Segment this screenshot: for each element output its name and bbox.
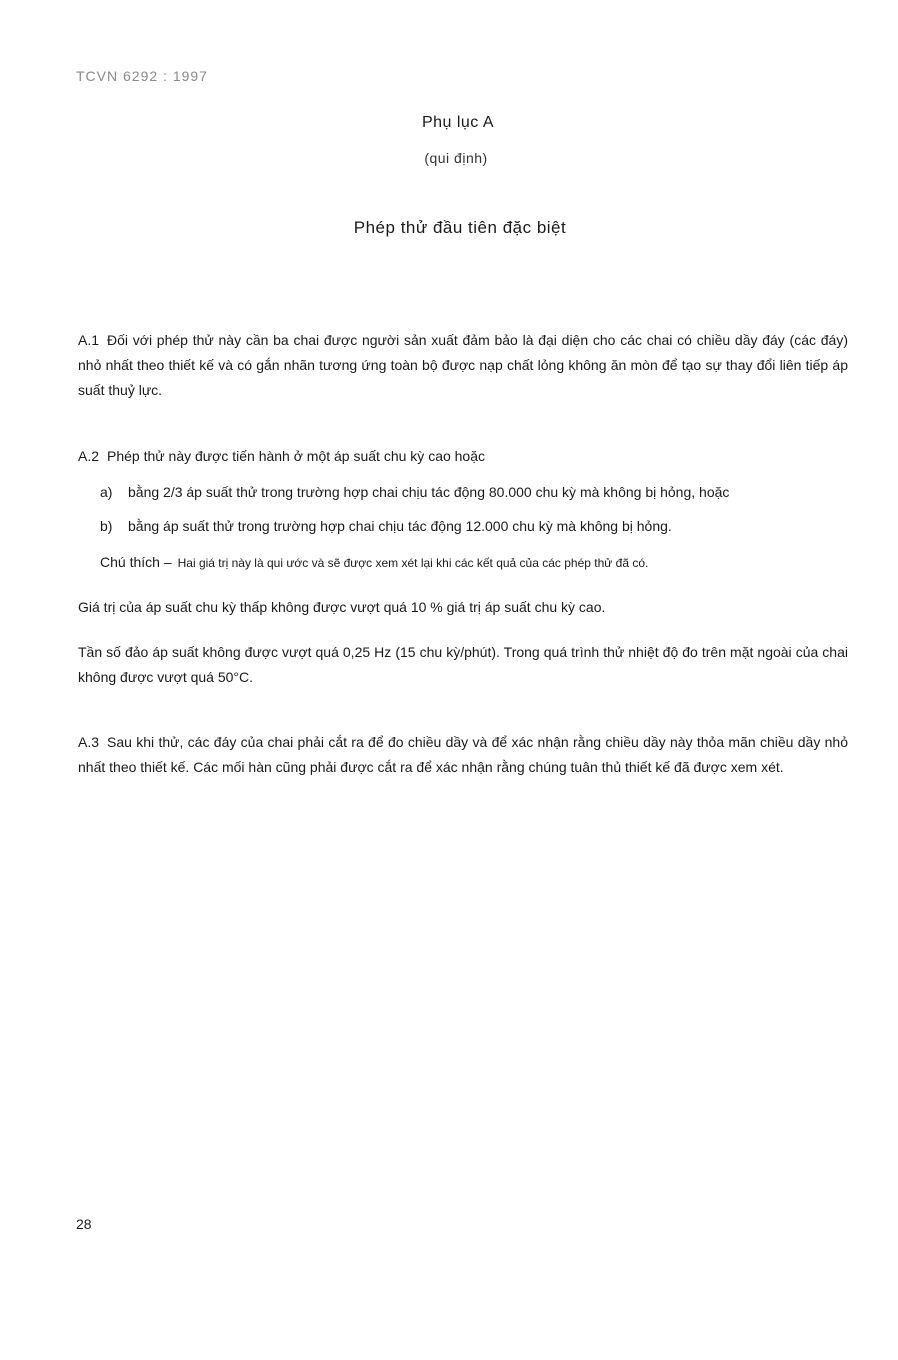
section-a1-text: Đối với phép thử này cần ba chai được người sản xuất đảm bảo là đại diện cho các chai có chiều dầy đáy (các đáy) nhỏ nhất theo thiết kế và có gắn nhãn tương ứng toàn bộ được nạp chất lỏng không ăn mòn để tạo sự thay đổi liên tiếp áp suất thuỷ lực.	[78, 332, 848, 398]
section-a1-number: A.1	[78, 332, 100, 348]
list-item-a-text: bằng 2/3 áp suất thử trong trường hợp chai chịu tác động 80.000 chu kỳ mà không bị hỏng, hoặc	[128, 484, 730, 500]
page-number: 28	[76, 1216, 92, 1232]
annex-type: (qui định)	[424, 150, 488, 166]
low-pressure-paragraph: Giá trị của áp suất chu kỳ thấp không được vượt quá 10 % giá trị áp suất chu kỳ cao.	[78, 599, 606, 615]
note-label: Chú thích –	[100, 554, 172, 570]
section-a1	[78, 328, 848, 403]
list-item-b-text: bằng áp suất thử trong trường hợp chai chịu tác động 12.000 chu kỳ mà không bị hỏng.	[128, 518, 672, 534]
note-text: Hai giá trị này là qui ước và sẽ được xem xét lại khi các kết quả của các phép thử đã có.	[177, 556, 649, 570]
standard-code: TCVN 6292 : 1997	[76, 68, 208, 84]
section-a3-text: Sau khi thử, các đáy của chai phải cắt ra để đo chiều dầy và để xác nhận rằng chiều dầy này thỏa mãn chiều dầy nhỏ nhất theo thiết kế. Các mối hàn cũng phải được cắt ra để xác nhận rằng chúng tuân thủ thiết kế đã được xem xét.	[78, 734, 848, 775]
list-item-b-label: b)	[100, 518, 113, 534]
section-a3	[78, 730, 848, 780]
section-a2-text: Phép thử này được tiến hành ở một áp suất chu kỳ cao hoặc	[107, 448, 486, 464]
frequency-paragraph: Tần số đảo áp suất không được vượt quá 0,25 Hz (15 chu kỳ/phút). Trong quá trình thử nhiệt độ đo trên mặt ngoài của chai không được vượt quá 50°C.	[78, 644, 848, 685]
annex-title: Phụ lục A	[421, 114, 495, 131]
list-item-a-label: a)	[100, 484, 113, 500]
list-item-b	[100, 515, 850, 537]
section-a2	[78, 444, 848, 469]
list-item-a	[100, 481, 850, 503]
section-a3-number: A.3	[78, 734, 100, 750]
section-a2-number: A.2	[78, 448, 100, 464]
annex-heading: Phép thử đầu tiên đặc biệt	[353, 218, 567, 237]
note	[100, 551, 850, 574]
